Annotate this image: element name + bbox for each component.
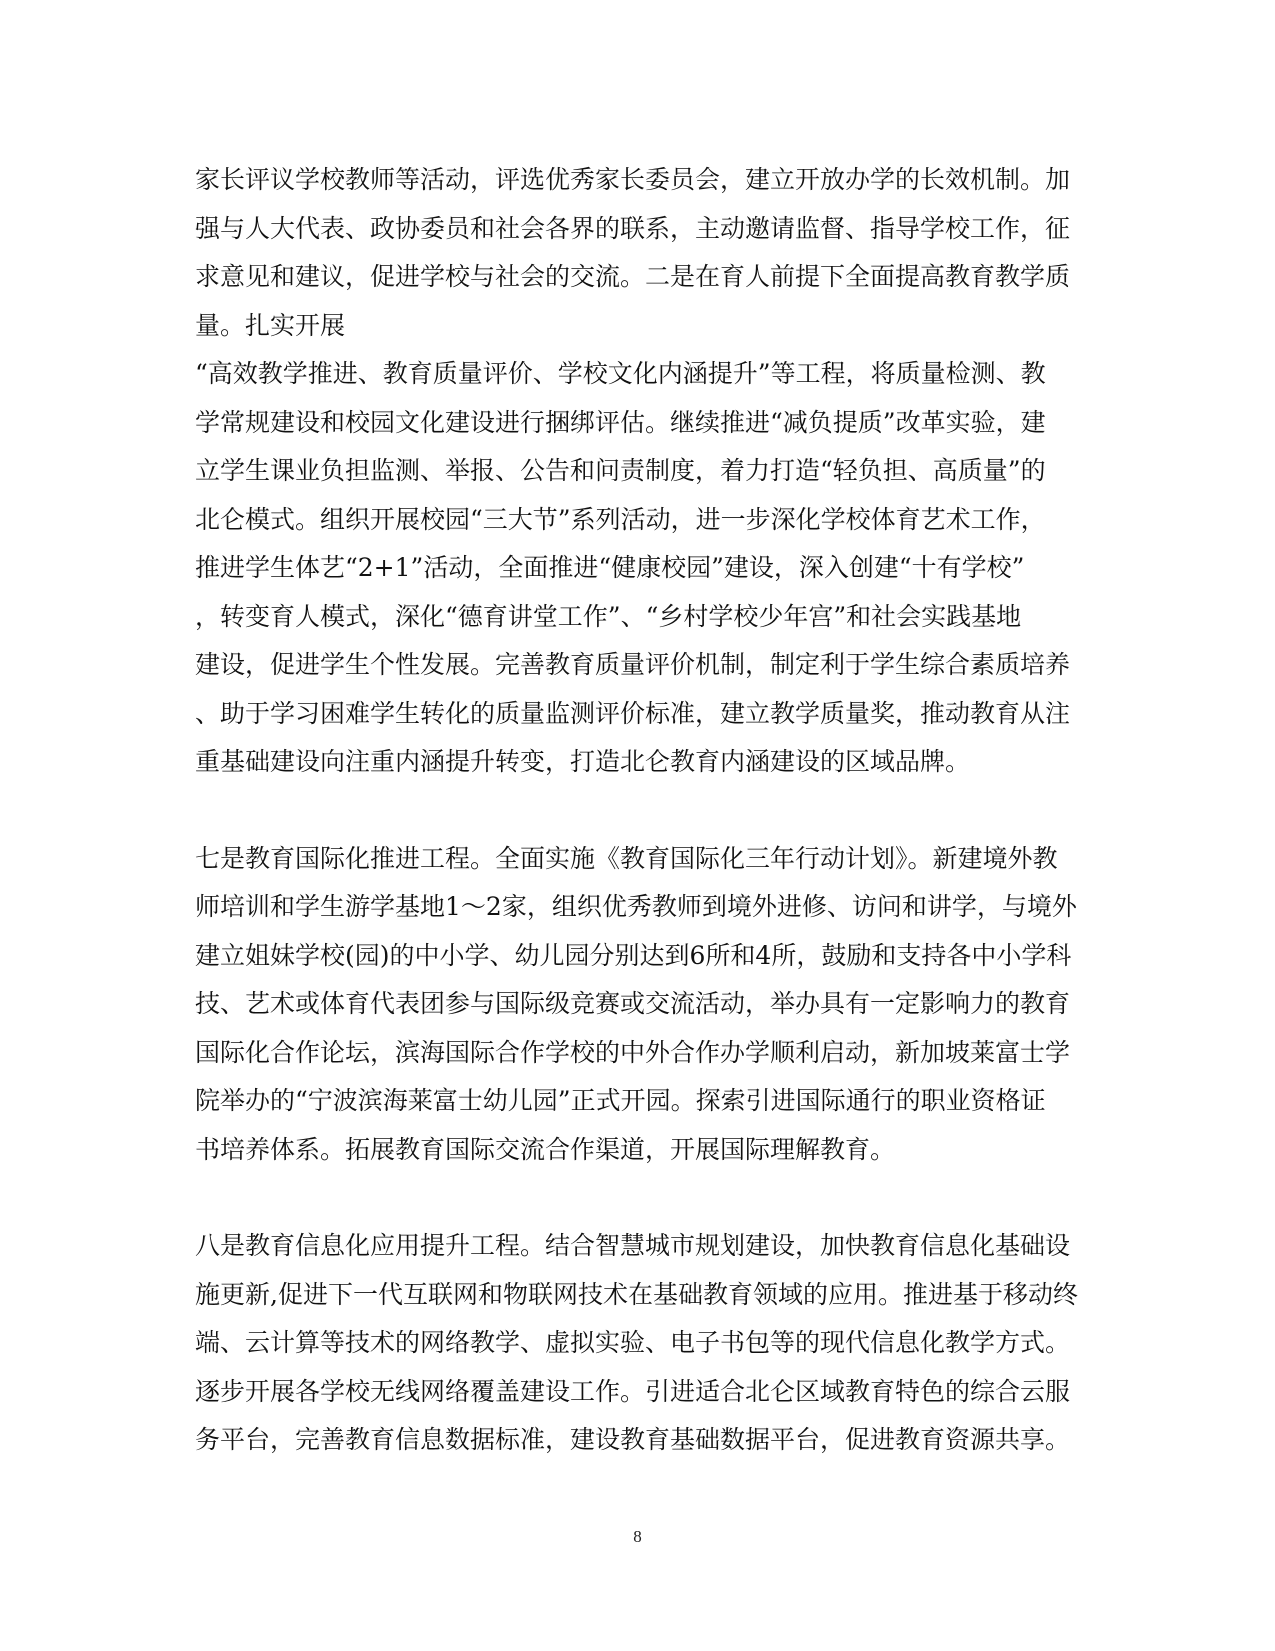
text-line: 强与人大代表、政协委员和社会各界的联系，主动邀请监督、指导学校工作，征 <box>195 213 1071 243</box>
text-line: 重基础建设向注重内涵提升转变，打造北仑教育内涵建设的区域品牌。 <box>195 747 971 776</box>
text-line: 务平台，完善教育信息数据标准，建设教育基础数据平台，促进教育资源共享。 <box>195 1425 1071 1454</box>
text-line: 求意见和建议，促进学校与社会的交流。二是在育人前提下全面提高教育教学质 <box>195 262 1071 291</box>
text-line: 端、云计算等技术的网络教学、虚拟实验、电子书包等的现代信息化教学方式。 <box>195 1328 1071 1357</box>
text-line: 立学生课业负担监测、举报、公告和问责制度，着力打造“轻负担、高质量”的 <box>195 456 1046 485</box>
text-line: 技、艺术或体育代表团参与国际级竞赛或交流活动，举办具有一定影响力的教育 <box>195 989 1071 1018</box>
text-line: “高效教学推进、教育质量评价、学校文化内涵提升”等工程，将质量检测、教 <box>195 359 1046 388</box>
page-number: 8 <box>633 1527 642 1546</box>
text-line: 书培养体系。拓展教育国际交流合作渠道，开展国际理解教育。 <box>195 1134 896 1164</box>
text-line: 建设，促进学生个性发展。完善教育质量评价机制，制定利于学生综合素质培养 <box>195 650 1071 679</box>
text-line: 院举办的“宁波滨海莱富士幼儿园”正式开园。探索引进国际通行的职业资格证 <box>195 1086 1046 1115</box>
paragraph-spacer <box>195 1174 1085 1222</box>
text-line: 推进学生体艺“2+1”活动，全面推进“健康校园”建设，深入创建“十有学校” <box>195 553 1025 582</box>
text-line: 、助于学习困难学生转化的质量监测评价标准，建立教学质量奖，推动教育从注 <box>195 698 1071 728</box>
text-line: 师培训和学生游学基地1～2家，组织优秀教师到境外进修、访问和讲学，与境外 <box>195 892 1077 921</box>
text-line: 逐步开展各学校无线网络覆盖建设工作。引进适合北仑区域教育特色的综合云服 <box>195 1376 1071 1406</box>
text-line: ，转变育人模式，深化“德育讲堂工作”、“乡村学校少年宫”和社会实践基地 <box>195 601 1022 631</box>
text-line: 七是教育国际化推进工程。全面实施《教育国际化三年行动计划》。新建境外教 <box>195 843 1058 873</box>
document-body <box>195 156 1085 1465</box>
text-line: 施更新,促进下一代互联网和物联网技术在基础教育领域的应用。推进基于移动终 <box>195 1279 1078 1309</box>
text-line: 建立姐妹学校(园)的中小学、幼儿园分别达到6所和4所，鼓励和支持各中小学科 <box>195 940 1072 970</box>
text-line: 量。扎实开展 <box>195 310 346 340</box>
paragraph-3 <box>195 1222 1085 1465</box>
paragraph-2 <box>195 835 1085 1175</box>
paragraph-spacer <box>195 787 1085 835</box>
paragraph-1 <box>195 156 1085 787</box>
text-line: 北仑模式。组织开展校园“三大节”系列活动，进一步深化学校体育艺术工作， <box>195 504 1046 534</box>
text-line: 家长评议学校教师等活动，评选优秀家长委员会，建立开放办学的长效机制。加 <box>195 165 1071 194</box>
text-line: 国际化合作论坛，滨海国际合作学校的中外合作办学顺利启动，新加坡莱富士学 <box>195 1037 1071 1067</box>
text-line: 学常规建设和校园文化建设进行捆绑评估。继续推进“减负提质”改革实验，建 <box>195 407 1046 437</box>
text-line: 八是教育信息化应用提升工程。结合智慧城市规划建设，加快教育信息化基础设 <box>195 1231 1071 1260</box>
